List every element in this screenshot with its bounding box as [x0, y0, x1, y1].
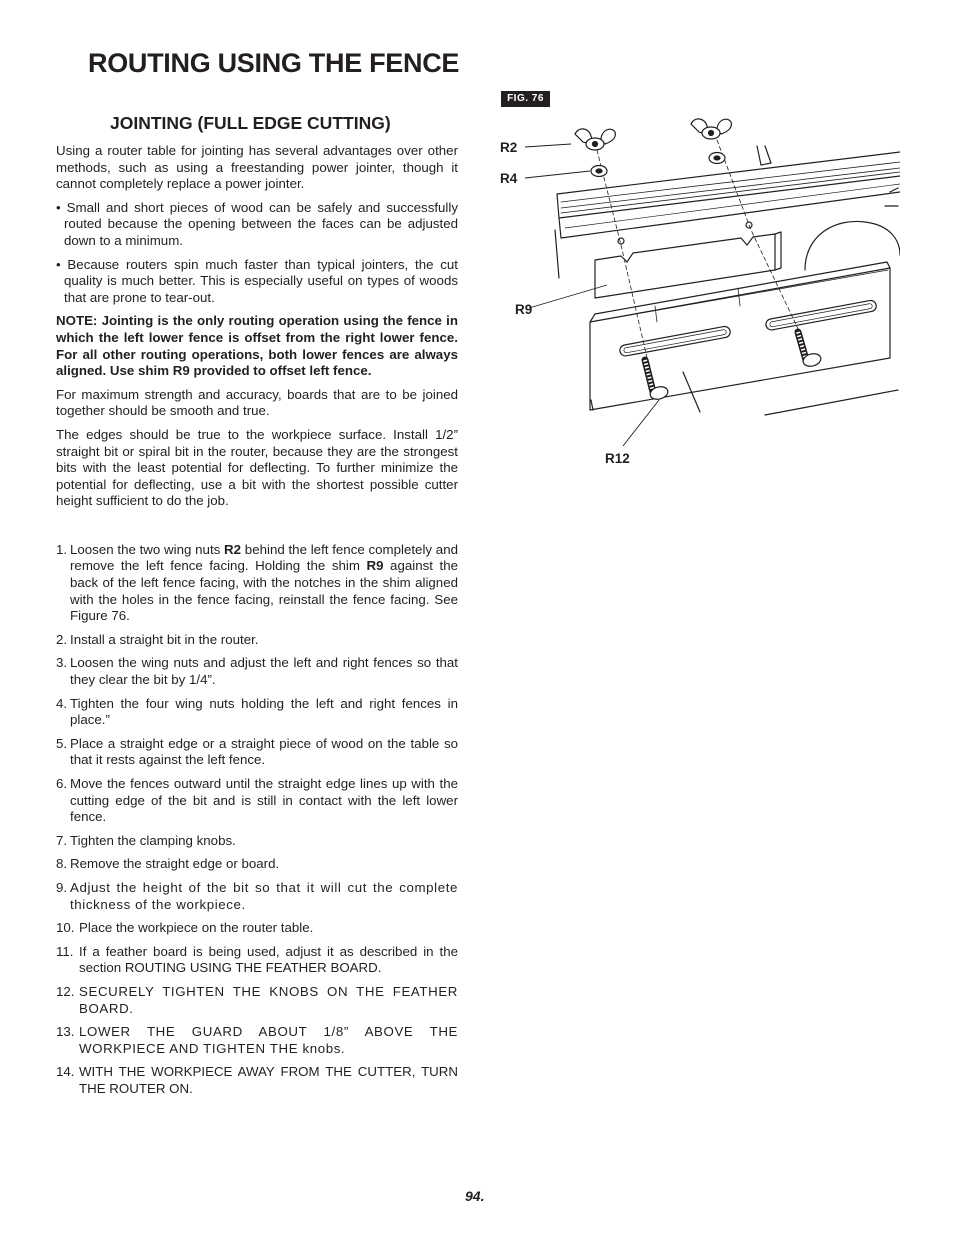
- table-edge: [757, 146, 771, 165]
- step-item: [56, 856, 458, 873]
- table-edge: [555, 230, 559, 278]
- slot-left-inner: [623, 329, 726, 353]
- table-edge: [885, 188, 898, 206]
- step-text: Place a straight edge or a straight piece of wood on the table so that it rests against the left fence.: [70, 735, 458, 768]
- step-item: [56, 920, 458, 937]
- step-text: SECURELY TIGHTEN THE KNOBS ON THE FEATHER BOARD.: [79, 983, 458, 1016]
- step-number: 3.: [56, 655, 68, 671]
- shim-edge: [775, 232, 781, 270]
- alignment-line: [597, 150, 648, 362]
- step-text: Loosen the two wing nuts R2 behind the left fence completely and remove the left fence facing. Holding the shim R9 against the back of the left fence facing, with the notches in the shim aligned with the holes in the fence facing, reinstall the fence facing. See Figure 76.: [70, 541, 458, 624]
- step-text: Tighten the clamping knobs.: [70, 832, 236, 848]
- washer-left: [591, 166, 607, 177]
- step-number: 12.: [56, 983, 75, 999]
- figure-label: FIG. 76: [501, 91, 550, 107]
- step-number: 7.: [56, 832, 68, 848]
- step-item: [56, 632, 458, 649]
- leader-r4: [525, 171, 590, 178]
- carriage-bolt-left: [645, 360, 669, 401]
- step-item: [56, 1024, 458, 1057]
- callout-r4: R4: [500, 171, 518, 186]
- fence-facing: [590, 268, 890, 410]
- step-number: 11.: [56, 943, 74, 959]
- step-text: Tighten the four wing nuts holding the left and right fences in place.”: [70, 695, 458, 728]
- step-number: 13.: [56, 1024, 75, 1040]
- slot-left: [619, 326, 731, 357]
- step-item: [56, 736, 458, 769]
- step-item: [56, 776, 458, 826]
- step-text: Move the fences outward until the straight edge lines up with the cutting edge of the bit and is still in contact with the left lower fence.: [70, 776, 458, 825]
- step-text: Adjust the height of the bit so that it will cut the complete thickness of the workpiece.: [70, 879, 458, 912]
- step-number: 5.: [56, 735, 68, 751]
- step-number: 6.: [56, 776, 68, 791]
- bullet-item: • Because routers spin much faster than typical jointers, the cut quality is much better. This is especially useful on types of woods that are prone to tear-out.: [56, 256, 458, 305]
- fence-hole: [618, 238, 624, 244]
- step-item: [56, 880, 458, 913]
- steps-list: [56, 542, 458, 1098]
- step-item: [56, 542, 458, 625]
- section-heading: JOINTING (FULL EDGE CUTTING): [110, 113, 391, 133]
- callout-r12: R12: [605, 451, 630, 466]
- step-number: 2.: [56, 631, 68, 647]
- bullet-item: • Small and short pieces of wood can be safely and successfully routed because the opening between the faces can be adjusted down to a minimum.: [56, 199, 458, 248]
- part-ref-r9: R9: [366, 558, 384, 574]
- intro-paragraph: Using a router table for jointing has several advantages over other methods, such as using a freestanding power jointer, though it cannot completely replace a power jointer.: [56, 143, 458, 192]
- step-item: [56, 984, 458, 1017]
- fence-front: [559, 192, 900, 238]
- fence-assembly-diagram: [495, 110, 900, 480]
- step-item: [56, 1064, 458, 1097]
- step-text: Install a straight bit in the router.: [70, 631, 259, 647]
- upper-fence: [557, 152, 900, 218]
- step-item: [56, 696, 458, 729]
- step-item: [56, 833, 458, 850]
- wing-nut-right: [691, 119, 731, 139]
- step-text: WITH THE WORKPIECE AWAY FROM THE CUTTER, TURN THE ROUTER ON.: [79, 1064, 458, 1096]
- callout-r2: R2: [500, 140, 518, 155]
- leader-r12: [623, 400, 659, 446]
- step-number: 4.: [56, 695, 68, 711]
- left-column: [56, 112, 458, 1105]
- leader-r2: [525, 144, 571, 147]
- step-number: 10.: [56, 920, 75, 936]
- slot-right: [765, 300, 877, 331]
- step-text: Place the workpiece on the router table.: [79, 920, 314, 936]
- edges-paragraph: The edges should be true to the workpiece surface. Install 1/2” straight bit or spiral bit in the router, because they are the strongest bits with the least potential for deflecting. To further minimize the potential for deflecting, use a bit with the shortest possible cutter height sufficient to do the job.: [56, 426, 458, 509]
- step-text: Remove the straight edge or board.: [70, 856, 280, 872]
- gap-line: [655, 288, 740, 322]
- table-edge: [765, 390, 898, 415]
- page-number: 94.: [465, 1188, 485, 1204]
- step-item: [56, 944, 458, 977]
- washer-right: [709, 153, 725, 164]
- step-text: LOWER THE GUARD ABOUT 1/8” ABOVE THE WORKPIECE AND TIGHTEN THE knobs.: [79, 1024, 458, 1056]
- note-paragraph: NOTE: Jointing is the only routing operation using the fence in which the left lower fence is offset from the right lower fence. For all other routing operations, both lower fences are always aligned. Use shim R9 provided to offset left fence.: [56, 313, 458, 379]
- wing-nut-left: [575, 129, 615, 150]
- strength-paragraph: For maximum strength and accuracy, boards that are to be joined together should be smooth and true.: [56, 386, 458, 419]
- table-edge: [591, 400, 593, 410]
- step-number: 9.: [56, 879, 68, 895]
- page-title: ROUTING USING THE FENCE: [88, 48, 460, 78]
- slot-right-inner: [769, 303, 872, 327]
- step-text: Loosen the wing nuts and adjust the left and right fences so that they clear the bit by 1/4”.: [70, 655, 458, 688]
- step-number: 8.: [56, 856, 68, 872]
- carriage-bolt-right: [798, 332, 822, 368]
- part-ref-r2: R2: [224, 541, 242, 557]
- step-item: [56, 655, 458, 688]
- callout-r9: R9: [515, 302, 533, 317]
- step-text: If a feather board is being used, adjust it as described in the section ROUTING USING THE FEATHER BOARD.: [79, 943, 458, 976]
- step-number: 14.: [56, 1064, 75, 1080]
- step-number: 1.: [56, 541, 68, 557]
